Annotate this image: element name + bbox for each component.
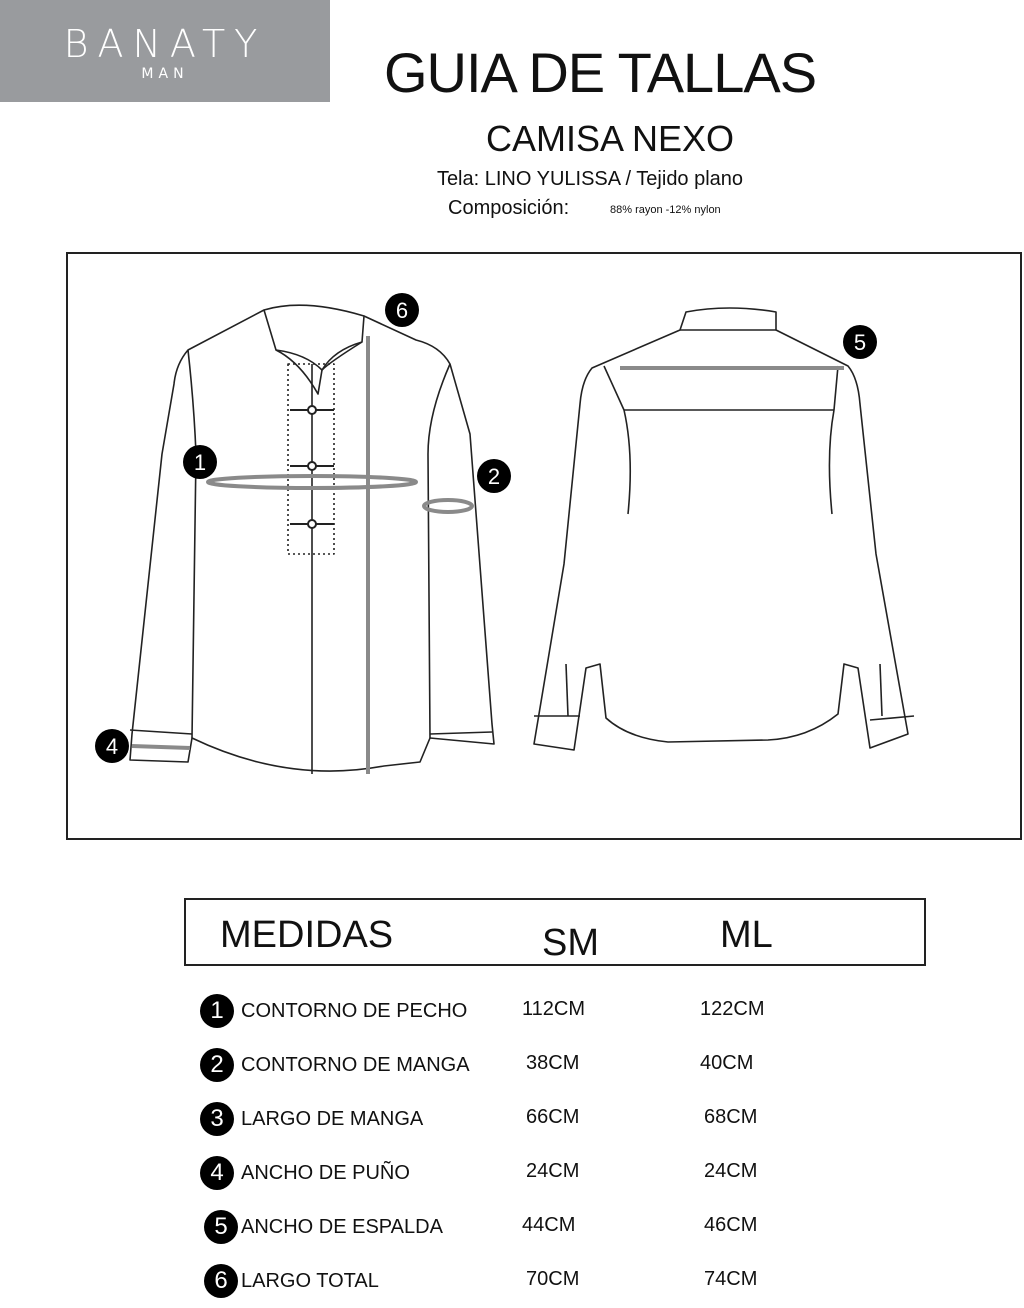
fabric-info: Tela: LINO YULISSA / Tejido plano	[436, 168, 744, 190]
row-label: CONTORNO DE PECHO	[241, 1000, 468, 1022]
row-value-ml: 46CM	[704, 1214, 758, 1236]
sleeve-measure	[424, 500, 472, 512]
marker-4: 4	[105, 734, 119, 759]
shirt-drawings	[68, 254, 1024, 842]
row-value-ml: 40CM	[700, 1052, 754, 1074]
row-label: LARGO DE MANGA	[241, 1108, 424, 1130]
row-value-ml: 74CM	[704, 1268, 758, 1290]
row-value-sm: 112CM	[522, 998, 585, 1020]
row-value-sm: 24CM	[526, 1160, 580, 1182]
row-number-badge: 5	[204, 1210, 238, 1244]
row-value-sm: 70CM	[526, 1268, 580, 1290]
size-table-header	[184, 898, 926, 966]
row-value-ml: 24CM	[704, 1160, 758, 1182]
row-number-badge: 1	[200, 994, 234, 1028]
row-value-sm: 44CM	[522, 1214, 576, 1236]
row-label: ANCHO DE PUÑO	[241, 1162, 410, 1184]
table-row	[0, 1106, 1024, 1146]
row-label: LARGO TOTAL	[241, 1270, 379, 1292]
row-number-badge: 2	[200, 1048, 234, 1082]
table-row	[0, 1268, 1024, 1308]
row-value-ml: 68CM	[704, 1106, 758, 1128]
header-size-ml: ML	[720, 914, 773, 956]
marker-6: 6	[395, 298, 409, 323]
header-size-sm: SM	[542, 922, 599, 964]
row-value-ml: 122CM	[700, 998, 765, 1020]
brand-name: BANATY	[63, 22, 267, 66]
row-number-badge: 6	[204, 1264, 238, 1298]
front-shirt-outline	[130, 305, 494, 774]
diagram-markers	[95, 293, 877, 763]
brand-subline: MAN	[141, 66, 189, 82]
table-row	[0, 1160, 1024, 1200]
row-value-sm: 66CM	[526, 1106, 580, 1128]
table-row	[0, 1214, 1024, 1254]
row-label: CONTORNO DE MANGA	[241, 1054, 470, 1076]
back-shirt-outline	[534, 308, 914, 750]
measure-lines	[132, 336, 844, 774]
cuff-measure	[132, 746, 190, 748]
row-number-badge: 4	[200, 1156, 234, 1190]
row-number-badge: 3	[200, 1102, 234, 1136]
brand-logo	[0, 0, 330, 102]
table-row	[0, 1052, 1024, 1092]
marker-1: 1	[193, 450, 207, 475]
composition-label: Composición:	[448, 197, 570, 219]
row-label: ANCHO DE ESPALDA	[241, 1216, 443, 1238]
marker-5: 5	[853, 330, 867, 355]
marker-2: 2	[487, 464, 501, 489]
row-value-sm: 38CM	[526, 1052, 580, 1074]
shirt-diagram	[66, 252, 1022, 840]
composition-value: 88% rayon -12% nylon	[610, 204, 721, 216]
table-row	[0, 998, 1024, 1038]
product-name: CAMISA NEXO	[485, 118, 735, 159]
header-measures: MEDIDAS	[220, 914, 394, 956]
page-title: GUIA DE TALLAS	[383, 41, 817, 104]
